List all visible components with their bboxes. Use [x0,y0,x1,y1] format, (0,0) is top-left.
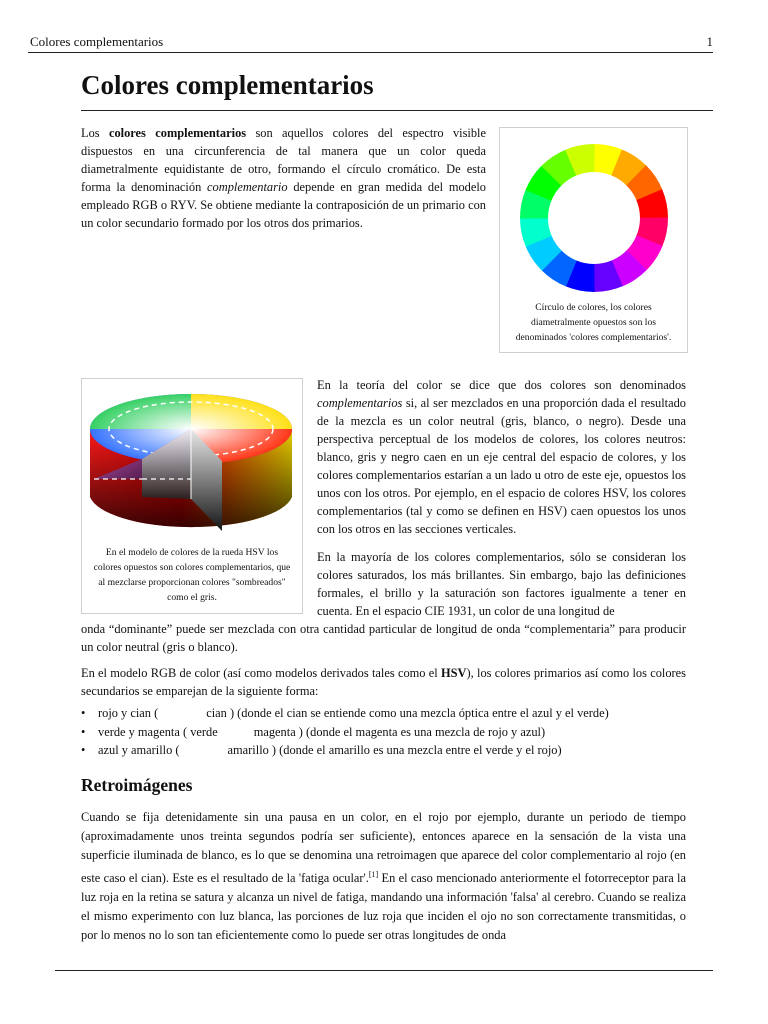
page-number: 1 [706,34,713,49]
list-item: • verde y magenta ( verde magenta ) (donde el magenta es una mezcla de rojo y azul) [81,723,711,742]
color-wheel-caption: Círculo de colores, los colores diametralmente opuestos son los denominados 'colores complementarios'. [515,302,672,343]
paragraph-definition: En la teoría del color se dice que dos colores son denominados complementarios si, al ser mezclados en una proporción dada el resultado de la mezcla es un color neutral (gris, blanco, o negro). Desde una perspectiva perceptual de los modelos de colores, los colores neutros: blanco, gris y negro caen en un eje central del espacio de colores, y los colores complementarios estarían a un lado u otro de este eje, opuestos los unos con los otros. Por ejemplo, en el espacio de colores HSV, los colores complementarios (tal y como se definen en HSV) caen opuestos los unos con los otros en las secciones verticales. [317,378,686,536]
complementary-pairs-list [81,704,711,760]
page-title: Colores complementarios [81,70,374,100]
list-item: • rojo y cian ( cian ) (donde el cian se entiende como una mezcla óptica entre el azul y el verde) [81,704,711,723]
paragraph-saturated-top: En la mayoría de los colores complementarios, sólo se consideran los colores saturados, los más brillantes. Sin embargo, bajo las definiciones formales, el brillo y la saturación son factores igualmente a tener en cuenta. En el espacio CIE 1931, un color de una longitud de [317,550,686,618]
header-rule [28,52,713,53]
running-header-title: Colores complementarios [30,34,164,49]
reference-link[interactable]: [1] [368,870,379,879]
color-wheel-figure [499,127,688,353]
paragraph-rgb: En el modelo RGB de color (así como modelos derivados tales como el HSV), los colores primarios así como los colores secundarios se emparejan de la siguiente forma: [81,666,687,698]
intro-paragraph: Los colores complementarios son aquellos colores del espectro visible dispuestos en una circunferencia de tal manera que un color queda diametralmente equidistante de otro, formando el círculo cromático. De esta forma la denominación complementario depende en gran medida del modelo empleado RGB o RYV. Se obtiene mediante la contraposición de un primario con un color secundario formado por los otros dos primarios. [81,126,487,230]
section-heading: Retroimágenes [81,775,193,795]
hsv-cylinder-caption: En el modelo de colores de la rueda HSV los colores opuestos son colores complementarios, que al mezclarse proporcionan colores "sombreados" como el gris. [93,547,291,603]
hsv-cylinder-image [82,379,302,539]
color-wheel-image [500,128,687,298]
title-rule [81,110,713,111]
paragraph-afterimages: Cuando se fija detenidamente sin una pausa en un color, en el rojo por ejemplo, durante un periodo de tiempo (aproximadamente unos treinta segundos podría ser suficiente), entonces aparece en la sensación de la vista una superficie iluminada de blanco, es lo que se denomina una retroimagen que aparece del color complementario al rojo (en este caso el cian). Este es el resultado de la 'fatiga ocular'.[1] En el caso mencionado anteriormente el fotorreceptor para la luz roja en la retina se satura y alcanza un nivel de fatiga, mandando una información 'falsa' al cerebro. Cuando se realiza el mismo experimento con luz blanca, las porciones de luz roja que inciden el ojo no son correctamente transmitidas, o por lo menos no lo son tan eficientemente como lo puede ser otras longitudes de onda [81,810,686,943]
paragraph-saturated-rest: onda “dominante” puede ser mezclada con otra cantidad particular de longitud de onda “complementaria” para producir un color neutral (gris o blanco). [81,622,686,654]
hsv-cylinder-figure [81,378,303,614]
footer-rule [55,970,713,971]
list-item: • azul y amarillo ( amarillo ) (donde el amarillo es una mezcla entre el verde y el rojo) [81,741,711,760]
